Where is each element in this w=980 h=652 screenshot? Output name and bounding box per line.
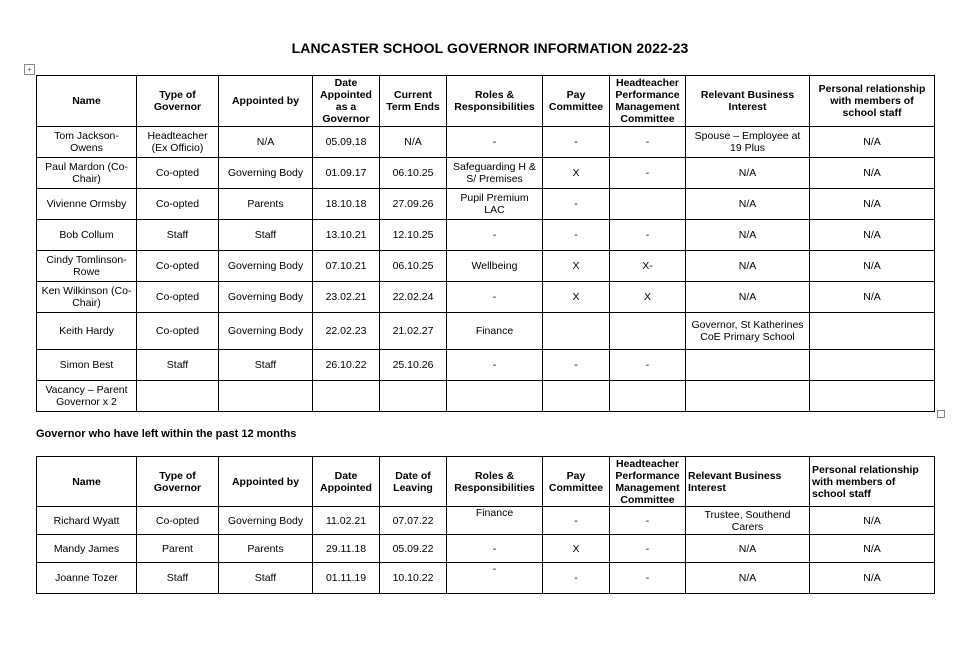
table-cell: Co-opted <box>137 251 219 282</box>
table-cell: - <box>543 563 610 594</box>
table-cell: Trustee, Southend Carers <box>686 507 810 535</box>
table-cell: - <box>447 220 543 251</box>
table-row <box>37 381 935 412</box>
table-row <box>37 313 935 350</box>
table-cell: Staff <box>219 220 313 251</box>
table-cell: Governing Body <box>219 251 313 282</box>
column-header: Personal relationship with members of school staff <box>810 457 935 507</box>
column-header: Personal relationship with members of school staff <box>810 76 935 127</box>
table-cell: 21.02.27 <box>380 313 447 350</box>
table-cell: 25.10.26 <box>380 350 447 381</box>
table-cell: Richard Wyatt <box>37 507 137 535</box>
table-cell: N/A <box>686 158 810 189</box>
table-cell: X <box>543 251 610 282</box>
table-cell: N/A <box>810 563 935 594</box>
table-cell: - <box>543 189 610 220</box>
table-cell: 29.11.18 <box>313 535 380 563</box>
table-cell <box>610 313 686 350</box>
table-cell: - <box>610 127 686 158</box>
table-cell: - <box>447 350 543 381</box>
table-cell: 13.10.21 <box>313 220 380 251</box>
table-cell <box>543 381 610 412</box>
table-cell: N/A <box>810 251 935 282</box>
header-row <box>37 76 935 127</box>
table-cell: Mandy James <box>37 535 137 563</box>
table-cell: N/A <box>686 189 810 220</box>
table-move-handle-icon[interactable]: + <box>24 64 35 75</box>
table-cell: N/A <box>810 127 935 158</box>
table-cell: 01.09.17 <box>313 158 380 189</box>
table-cell: - <box>447 282 543 313</box>
column-header: Appointed by <box>219 457 313 507</box>
table-cell: 07.10.21 <box>313 251 380 282</box>
table-cell: Governor, St Katherines CoE Primary School <box>686 313 810 350</box>
table-cell: Co-opted <box>137 507 219 535</box>
table-cell <box>543 313 610 350</box>
table-cell: Governing Body <box>219 507 313 535</box>
table-cell <box>313 381 380 412</box>
table-cell: Parents <box>219 189 313 220</box>
column-header: Roles & Responsibilities <box>447 457 543 507</box>
document-title: LANCASTER SCHOOL GOVERNOR INFORMATION 2022-23 <box>291 40 689 56</box>
table-cell: Simon Best <box>37 350 137 381</box>
table-cell: X <box>543 535 610 563</box>
table-cell: N/A <box>810 282 935 313</box>
table-cell <box>810 350 935 381</box>
column-header: Pay Committee <box>543 76 610 127</box>
table-cell: Co-opted <box>137 158 219 189</box>
table-cell: - <box>610 507 686 535</box>
table-cell <box>610 381 686 412</box>
table-cell <box>686 350 810 381</box>
column-header: Type of Governor <box>137 76 219 127</box>
table-cell: Vacancy – Parent Governor x 2 <box>37 381 137 412</box>
table-cell: 12.10.25 <box>380 220 447 251</box>
table-cell: Paul Mardon (Co-Chair) <box>37 158 137 189</box>
table-cell <box>447 381 543 412</box>
table-cell: Finance <box>447 313 543 350</box>
table-cell: Staff <box>137 350 219 381</box>
table-cell: Governing Body <box>219 282 313 313</box>
table-cell: Co-opted <box>137 189 219 220</box>
table-cell: 11.02.21 <box>313 507 380 535</box>
table-cell: - <box>543 507 610 535</box>
table-cell: - <box>543 350 610 381</box>
column-header: Name <box>37 76 137 127</box>
table-cell: N/A <box>686 535 810 563</box>
table-cell: Bob Collum <box>37 220 137 251</box>
table-cell: Safeguarding H & S/ Premises <box>447 158 543 189</box>
column-header: Appointed by <box>219 76 313 127</box>
column-header: Date Appointed <box>313 457 380 507</box>
table-cell: N/A <box>219 127 313 158</box>
column-header: Date Appointed as a Governor <box>313 76 380 127</box>
table-row <box>37 158 935 189</box>
table-cell: 07.07.22 <box>380 507 447 535</box>
table-row <box>37 563 935 594</box>
table-cell: N/A <box>686 282 810 313</box>
table-cell: N/A <box>810 507 935 535</box>
table-cell <box>810 313 935 350</box>
table-cell: N/A <box>810 189 935 220</box>
column-header: Type of Governor <box>137 457 219 507</box>
table-row <box>37 251 935 282</box>
column-header: Relevant Business Interest <box>686 457 810 507</box>
table-cell: X <box>610 282 686 313</box>
table-cell: - <box>447 535 543 563</box>
table-cell: Staff <box>137 563 219 594</box>
table-cell <box>137 381 219 412</box>
table-cell: 18.10.18 <box>313 189 380 220</box>
table-row <box>37 535 935 563</box>
table-cell: Wellbeing <box>447 251 543 282</box>
table-cell: 01.11.19 <box>313 563 380 594</box>
table-cell: Staff <box>219 563 313 594</box>
table-cell: Vivienne Ormsby <box>37 189 137 220</box>
table-row <box>37 220 935 251</box>
table-cell <box>686 381 810 412</box>
table-cell: 10.10.22 <box>380 563 447 594</box>
table-cell: 26.10.22 <box>313 350 380 381</box>
column-header: Date of Leaving <box>380 457 447 507</box>
table-row <box>37 350 935 381</box>
former-governors-table <box>36 456 935 594</box>
table-cell: Parents <box>219 535 313 563</box>
table-cell: N/A <box>686 251 810 282</box>
table-cell: Joanne Tozer <box>37 563 137 594</box>
table-cell: 06.10.25 <box>380 251 447 282</box>
table-row <box>37 282 935 313</box>
table-cell: Co-opted <box>137 282 219 313</box>
table-cell: - <box>543 220 610 251</box>
table-cell: - <box>610 563 686 594</box>
table-cell: 22.02.24 <box>380 282 447 313</box>
table-cell: N/A <box>810 158 935 189</box>
table-cell: - <box>610 535 686 563</box>
header-row <box>37 457 935 507</box>
table-cell: - <box>610 350 686 381</box>
table-cell: Staff <box>137 220 219 251</box>
table-cell <box>610 189 686 220</box>
table-cell: 05.09.18 <box>313 127 380 158</box>
table-cell: 06.10.25 <box>380 158 447 189</box>
table-cell: X- <box>610 251 686 282</box>
table-cell: Tom Jackson-Owens <box>37 127 137 158</box>
column-header: Roles & Responsibilities <box>447 76 543 127</box>
column-header: Pay Committee <box>543 457 610 507</box>
table-cell: Co-opted <box>137 313 219 350</box>
table-cell: 23.02.21 <box>313 282 380 313</box>
table-cell <box>810 381 935 412</box>
table-cell: - <box>447 563 543 594</box>
table-cell: - <box>543 127 610 158</box>
table-cell: Spouse – Employee at 19 Plus <box>686 127 810 158</box>
column-header: Relevant Business Interest <box>686 76 810 127</box>
table-cell <box>380 381 447 412</box>
column-header: Name <box>37 457 137 507</box>
table-cell: N/A <box>380 127 447 158</box>
table-cell: 22.02.23 <box>313 313 380 350</box>
table-cell: X <box>543 282 610 313</box>
table-cell: Governing Body <box>219 158 313 189</box>
table-cell: Headteacher (Ex Officio) <box>137 127 219 158</box>
table-cell: - <box>610 158 686 189</box>
table-cell: N/A <box>686 563 810 594</box>
table-cell: X <box>543 158 610 189</box>
column-header: Headteacher Performance Management Committee <box>610 457 686 507</box>
table-cell: 05.09.22 <box>380 535 447 563</box>
table-row <box>37 189 935 220</box>
column-header: Headteacher Performance Management Committee <box>610 76 686 127</box>
table-cell: Pupil Premium LAC <box>447 189 543 220</box>
table-cell: Finance <box>447 507 543 535</box>
table-cell: Staff <box>219 350 313 381</box>
table-cell <box>219 381 313 412</box>
section-heading: Governor who have left within the past 12 months <box>36 428 297 440</box>
table-cell: Keith Hardy <box>37 313 137 350</box>
table-cell: Cindy Tomlinson-Rowe <box>37 251 137 282</box>
table-cell: 27.09.26 <box>380 189 447 220</box>
table-cell: - <box>447 127 543 158</box>
table-cell: N/A <box>810 535 935 563</box>
table-cell: Governing Body <box>219 313 313 350</box>
table-cell: Ken Wilkinson (Co-Chair) <box>37 282 137 313</box>
table-cell: - <box>610 220 686 251</box>
table-resize-handle[interactable] <box>937 410 945 418</box>
table-row <box>37 127 935 158</box>
table-cell: N/A <box>810 220 935 251</box>
column-header: Current Term Ends <box>380 76 447 127</box>
table-cell: N/A <box>686 220 810 251</box>
table-row <box>37 507 935 535</box>
table-cell: Parent <box>137 535 219 563</box>
current-governors-table <box>36 75 935 412</box>
